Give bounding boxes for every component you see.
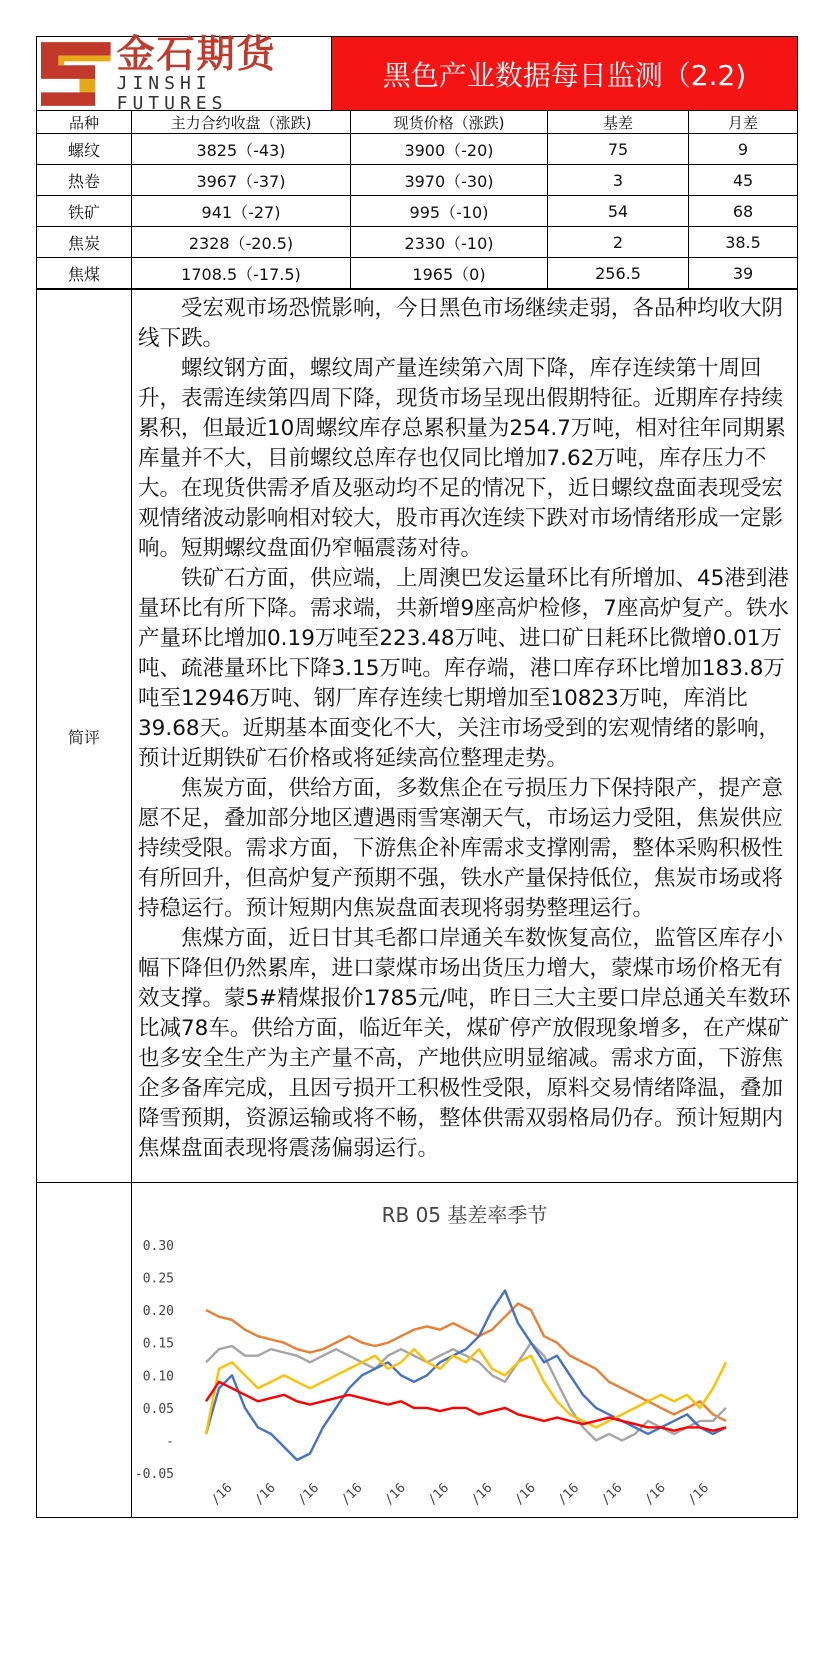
table-cell: 9 [689, 134, 798, 165]
header-cell: 现货价格（涨跌) [351, 111, 548, 134]
chart-area [132, 1183, 797, 1517]
x-tick-label: /16 [554, 1480, 583, 1508]
y-tick-label: 0.30 [142, 1239, 174, 1254]
table-cell: 1965（0) [351, 258, 548, 289]
table-row [37, 165, 797, 196]
price-table [37, 111, 797, 289]
header-cell: 品种 [37, 111, 132, 134]
y-tick-label: 0.10 [142, 1369, 174, 1385]
commentary-label: 简评 [37, 290, 132, 1182]
header-cell: 主力合约收盘（涨跌) [132, 111, 351, 134]
table-cell: 2 [548, 227, 689, 258]
commentary-paragraph: 螺纹钢方面，螺纹周产量连续第六周下降，库存连续第十周回升，表需连续第四周下降，现货市场呈现出假期特征。近期库存持续累积，但最近10周螺纹库存总累积量为254.7万吨，相对往年同期累库量并不大，目前螺纹总库存也仅同比增加7.62万吨，库存压力不大。在现货供需矛盾及驱动均不足的情况下，近日螺纹盘面表现受宏观情绪波动影响相对较大，股市再次连续下跌对市场情绪形成一定影响。短期螺纹盘面仍窄幅震荡对待。 [138, 356, 786, 561]
chart-label-cell [37, 1183, 132, 1517]
commentary-section [37, 289, 797, 1182]
basis-rate-chart [132, 1183, 796, 1517]
logo-mark-icon [41, 41, 111, 107]
x-tick-label: /16 [251, 1480, 279, 1508]
table-cell: 256.5 [548, 258, 689, 289]
commentary-paragraph: 受宏观市场恐慌影响，今日黑色市场继续走弱，各品种均收大阴线下跌。 [138, 296, 784, 351]
commentary-paragraph: 焦炭方面，供给方面，多数焦企在亏损压力下保持限产，提产意愿不足，叠加部分地区遭遇雨雪寒潮天气，市场运力受阻，焦炭供应持续受限。需求方面，下游焦企补库需求支撑刚需，整体采购积极性有所回升，但高炉复产预期不强，铁水产量保持低位，焦炭市场或将持稳运行。预计短期内焦炭盘面表现将弱势整理运行。 [138, 776, 784, 921]
report-sheet [36, 31, 798, 1518]
x-tick-label: /16 [294, 1480, 323, 1508]
table-cell: 3825（-43) [132, 134, 351, 165]
table-cell: 3900（-20) [351, 134, 548, 165]
x-tick-label: /16 [511, 1480, 539, 1508]
y-tick-label: 0.20 [142, 1304, 174, 1320]
table-cell: 45 [689, 165, 798, 196]
table-cell: 54 [548, 196, 689, 227]
commentary-paragraph: 焦煤方面，近日甘其毛都口岸通关车数恢复高位，监管区库存小幅下降但仍然累库，进口蒙煤市场出货压力增大，蒙煤市场价格无有效支撑。蒙5#精煤报价1785元/吨，昨日三大主要口岸总通关车数环比减78车。供给方面，临近年关，煤矿停产放假现象增多，在产煤矿也多安全生产为主产量不高，产地供应明显缩减。需求方面，下游焦企多备库完成，且因亏损开工积极性受限，原料交易情绪降温，叠加降雪预期，资源运输或将不畅，整体供需双弱格局仍存。预计短期内焦煤盘面表现将震荡偏弱运行。 [138, 926, 791, 1161]
x-tick-label: /16 [468, 1480, 496, 1508]
header-cell: 基差 [548, 111, 689, 134]
table-cell: 铁矿 [37, 196, 132, 227]
report-header [37, 31, 797, 114]
commentary-paragraph: 铁矿石方面，供应端，上周澳巴发运量环比有所增加、45港到港量环比有所下降。需求端，共新增9座高炉检修，7座高炉复产。铁水产量环比增加0.19万吨至223.48万吨、进口矿日耗环比微增0.01万吨、疏港量环比下降3.15万吨。库存端，港口库存环比增加183.8万吨至12946万吨、钢厂库存连续七期增加至10823万吨，库消比39.68天。近期基本面变化不大，关注市场受到的宏观情绪的影响，预计近期铁矿石价格或将延续高位整理走势。 [138, 566, 789, 771]
x-tick-label: /16 [684, 1480, 713, 1508]
chart-title: RB 05 基差率季节 [381, 1203, 548, 1227]
table-cell: 3970（-30) [351, 165, 548, 196]
table-row [37, 227, 797, 258]
x-tick-label: /16 [598, 1480, 626, 1508]
x-tick-label: /16 [381, 1480, 409, 1508]
table-cell: 39 [689, 258, 798, 289]
company-logo [37, 31, 331, 114]
table-cell: 2330（-10) [351, 227, 548, 258]
y-tick-label: -0.05 [134, 1467, 174, 1482]
logo-english-name: JINSHI FUTURES [116, 72, 228, 114]
series-line-2 [206, 1343, 726, 1441]
table-cell: 热卷 [37, 165, 132, 196]
table-cell: 75 [548, 134, 689, 165]
x-tick-label: /16 [424, 1480, 453, 1508]
table-cell: 68 [689, 196, 798, 227]
table-cell: 螺纹 [37, 134, 132, 165]
table-cell: 3 [548, 165, 689, 196]
table-cell: 38.5 [689, 227, 798, 258]
table-cell: 焦煤 [37, 258, 132, 289]
table-cell: 2328（-20.5) [132, 227, 351, 258]
table-row [37, 196, 797, 227]
report-title: 黑色产业数据每日监测（2.2) [331, 37, 797, 110]
x-tick-label: /16 [338, 1480, 366, 1508]
y-tick-label: 0.25 [142, 1271, 174, 1287]
x-tick-label: /16 [208, 1480, 236, 1508]
chart-section [37, 1182, 797, 1517]
y-tick-label: 0.15 [142, 1336, 174, 1352]
table-cell: 995（-10) [351, 196, 548, 227]
table-cell: 焦炭 [37, 227, 132, 258]
header-cell: 月差 [689, 111, 798, 134]
series-line-5 [206, 1382, 726, 1431]
table-header-row [37, 111, 797, 134]
commentary-body [132, 290, 797, 1182]
y-tick-label: 0.05 [142, 1401, 174, 1417]
table-row [37, 134, 797, 165]
table-cell: 1708.5（-17.5) [132, 258, 351, 289]
x-tick-label: /16 [641, 1480, 669, 1508]
table-cell: 3967（-37) [132, 165, 351, 196]
table-cell: 941（-27) [132, 196, 351, 227]
y-tick-label: - [166, 1434, 174, 1450]
logo-chinese-name: 金石期货 [116, 31, 277, 76]
table-row [37, 258, 797, 289]
